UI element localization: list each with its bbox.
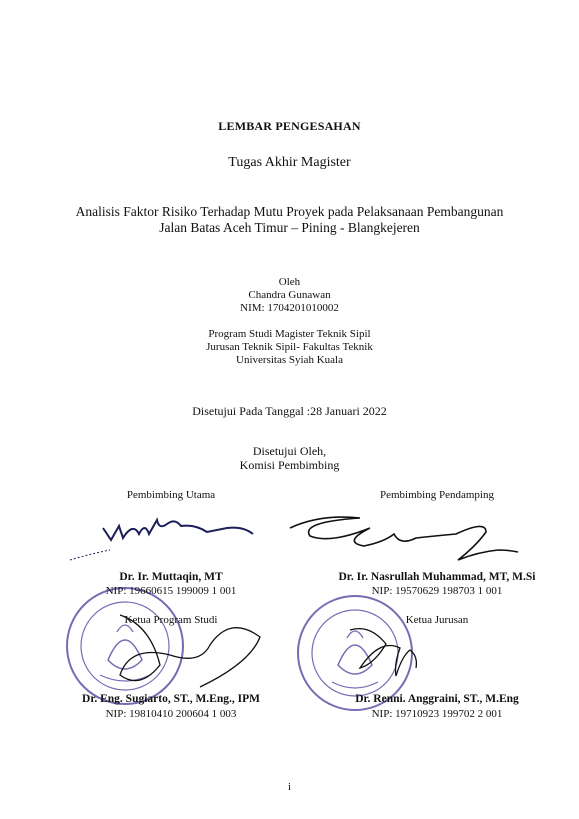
head-department-name: Dr. Renni. Anggraini, ST., M.Eng [355, 693, 519, 705]
stamp-left [67, 588, 183, 704]
signature-flourish-left [70, 550, 110, 560]
main-supervisor-nip: NIP: 19660615 199009 1 001 [105, 585, 237, 597]
head-program-name: Dr. Eng. Sugiarto, ST., M.Eng., IPM [82, 693, 260, 705]
head-program-role: Ketua Program Studi [124, 614, 218, 626]
page-number: i [287, 781, 292, 793]
study-program: Program Studi Magister Teknik Sipil [208, 328, 371, 340]
approval-date: Disetujui Pada Tanggal :28 Januari 2022 [192, 404, 387, 418]
approved-by-line-1: Disetujui Oleh, [252, 444, 327, 458]
department: Jurusan Teknik Sipil- Fakultas Teknik [206, 341, 373, 353]
thesis-title-line-2: Jalan Batas Aceh Timur – Pining - Blangkejeren [159, 220, 420, 235]
thesis-title-line-1: Analisis Faktor Risiko Terhadap Mutu Proyek pada Pelaksanaan Pembangunan [75, 204, 504, 219]
approved-by [0, 444, 579, 472]
author-by: Oleh [278, 276, 301, 288]
co-supervisor-nip: NIP: 19570629 198703 1 001 [371, 585, 503, 597]
co-supervisor-name: Dr. Ir. Nasrullah Muhammad, MT, M.Si [338, 571, 536, 583]
page-title: LEMBAR PENGESAHAN [218, 119, 361, 133]
university: Universitas Syiah Kuala [236, 354, 343, 366]
main-supervisor-name: Dr. Ir. Muttaqin, MT [119, 571, 223, 583]
head-program-nip: NIP: 19810410 200604 1 003 [105, 708, 237, 720]
co-supervisor-role: Pembimbing Pendamping [380, 489, 494, 501]
author-nim: NIM: 1704201010002 [240, 302, 339, 314]
approved-by-line-2: Komisi Pembimbing [239, 458, 340, 472]
signature-main-supervisor [103, 520, 253, 540]
author-name: Chandra Gunawan [248, 289, 331, 301]
institution-block [0, 328, 579, 367]
signature-co-supervisor [290, 517, 518, 560]
author-block [0, 276, 579, 315]
main-supervisor-role: Pembimbing Utama [126, 489, 216, 501]
head-department-nip: NIP: 19710923 199702 2 001 [371, 708, 503, 720]
head-department-role: Ketua Jurusan [405, 614, 469, 626]
thesis-title [0, 204, 579, 236]
signature-head-department [350, 629, 416, 676]
thesis-type: Tugas Akhir Magister [228, 155, 351, 170]
